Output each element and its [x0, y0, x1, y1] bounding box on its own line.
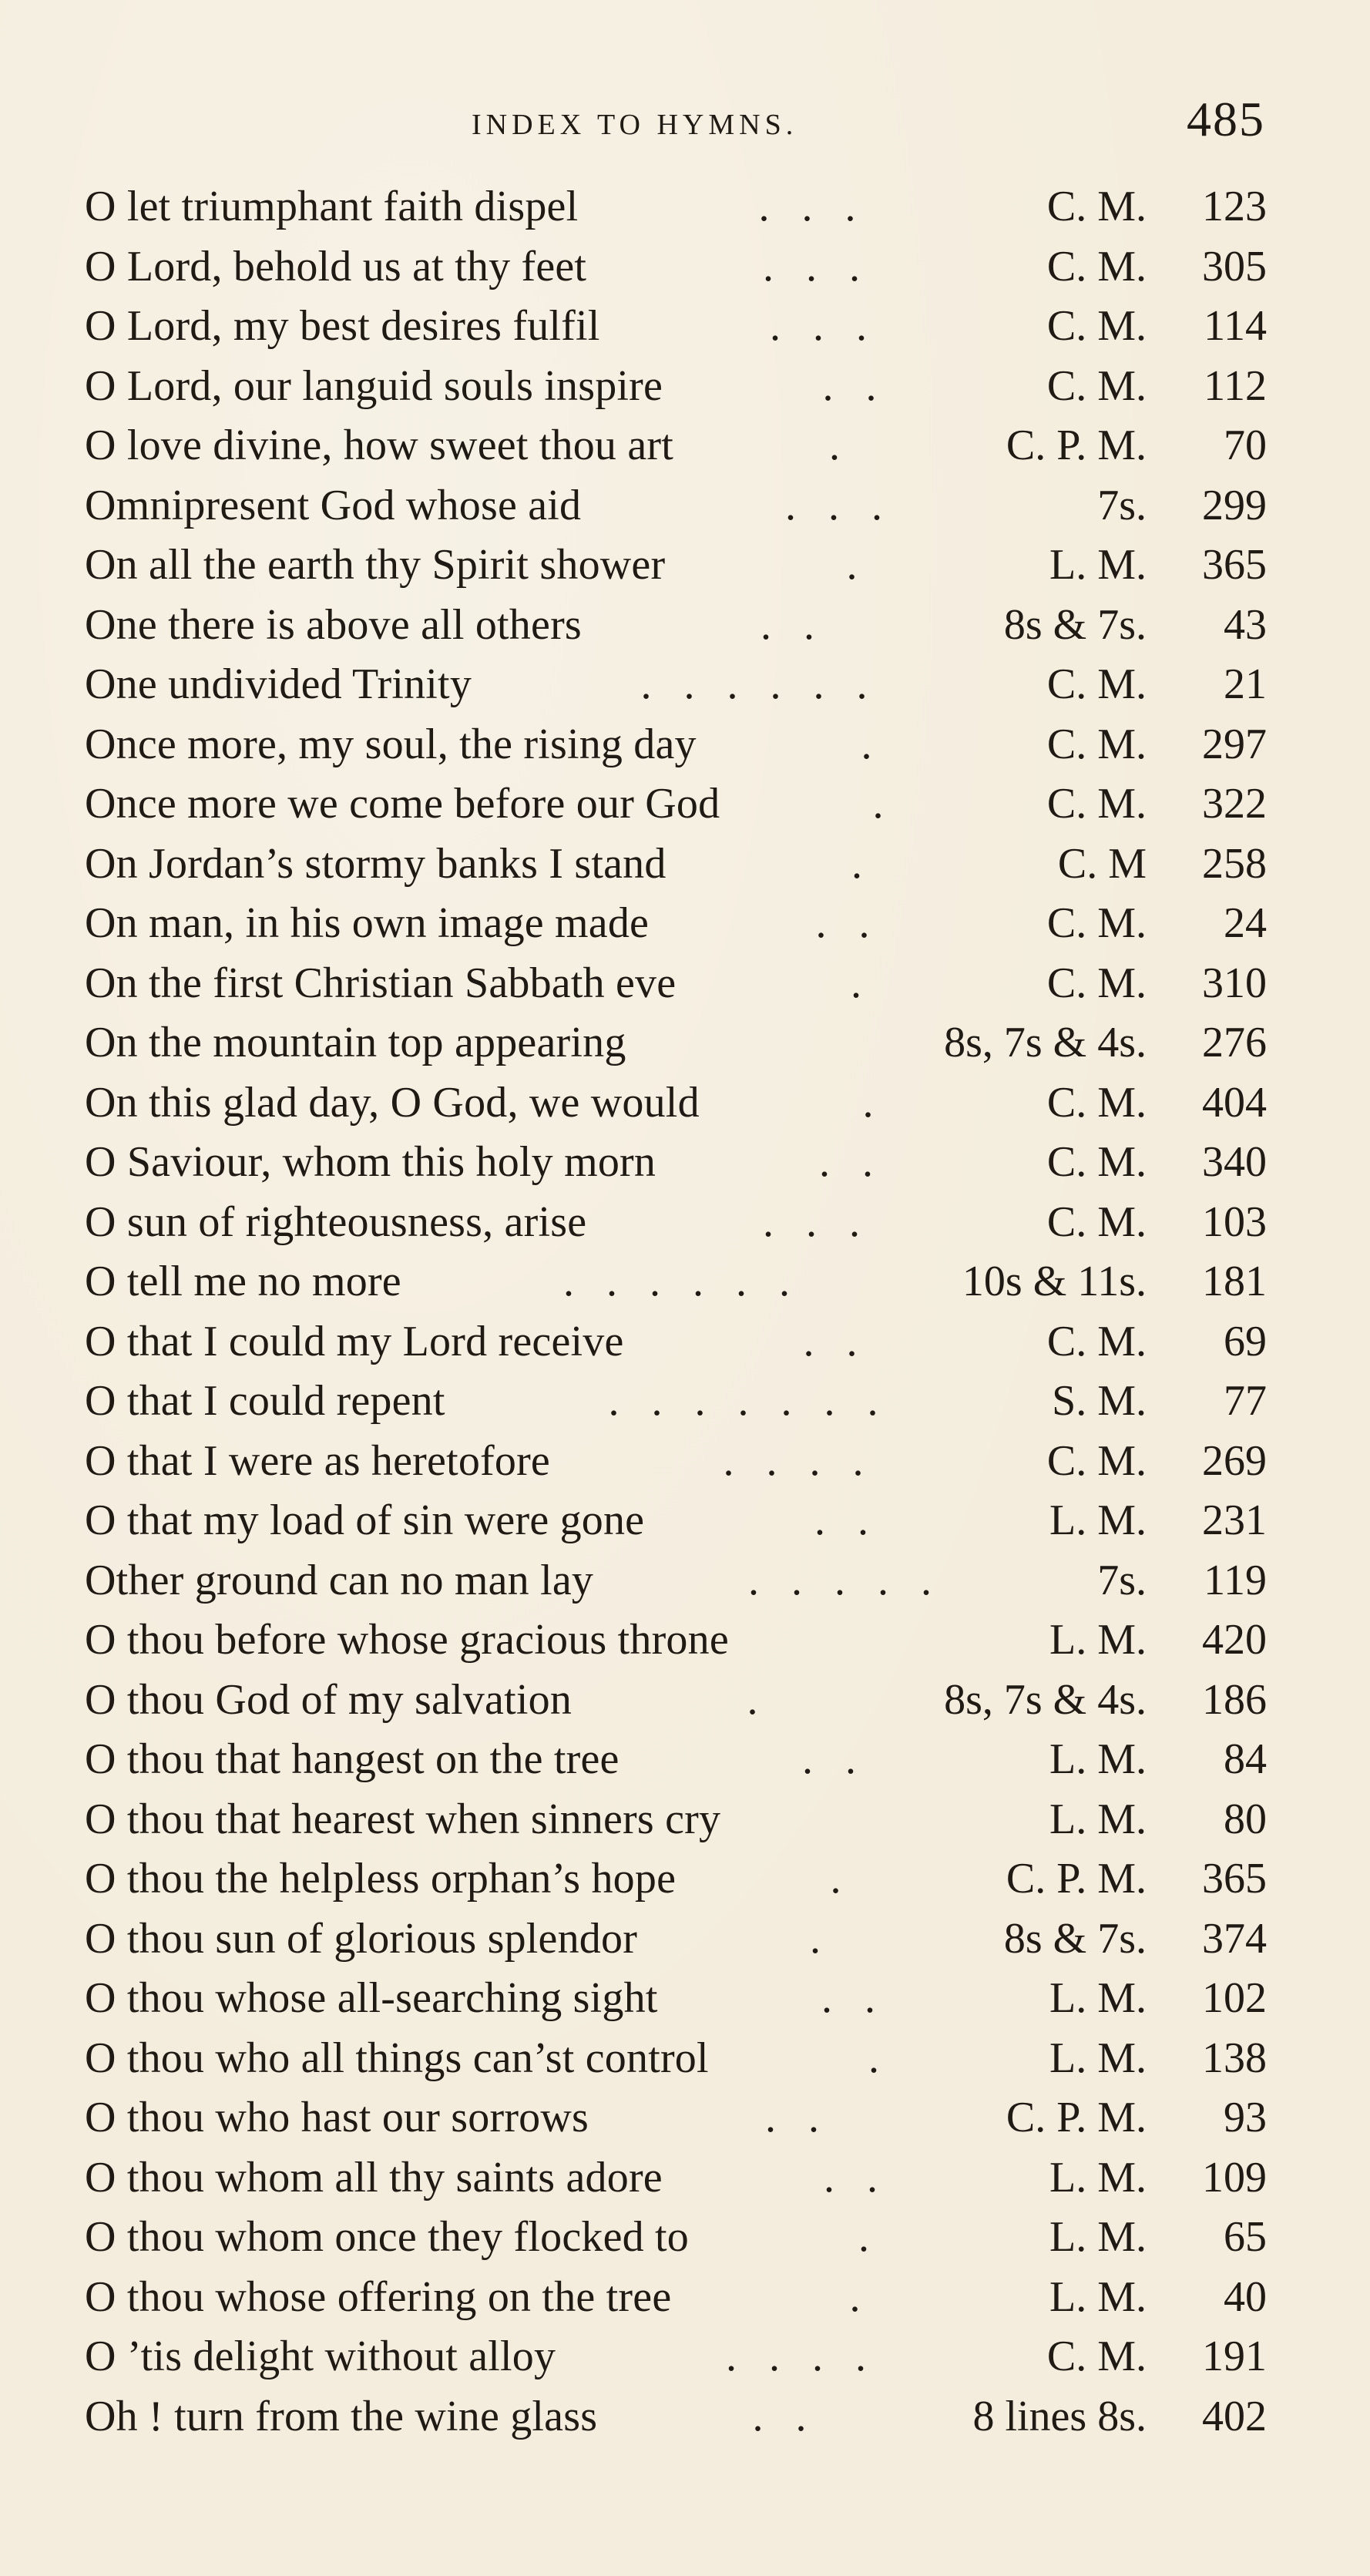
hymn-number: 109 [1202, 2153, 1267, 2202]
hymn-number: 77 [1224, 1377, 1267, 1425]
index-entry [0, 653, 1370, 714]
leader-dots: . . . [770, 302, 878, 350]
leader-dots: . . [821, 1974, 886, 2022]
hymn-number: 365 [1202, 1855, 1267, 1903]
index-entry [0, 1370, 1370, 1430]
index-entry [0, 355, 1370, 415]
hymn-first-line: O ’tis delight without alloy [85, 2333, 556, 2380]
hymn-first-line: O thou whom once they flocked to [85, 2213, 690, 2261]
hymn-number: 420 [1202, 1616, 1267, 1664]
index-entry [0, 1728, 1370, 1788]
hymn-first-line: On the mountain top appearing [85, 1019, 626, 1066]
hymn-first-line: On this glad day, O God, we would [85, 1078, 700, 1127]
leader-dots: . . . [763, 1197, 871, 1246]
hymn-meter: C. P. M. [1006, 2094, 1147, 2141]
index-entry [0, 773, 1370, 833]
leader-dots: . . . . . [748, 1556, 942, 1604]
index-entry [0, 534, 1370, 594]
hymn-number: 40 [1224, 2272, 1267, 2321]
hymn-first-line: O that I were as heretofore [85, 1436, 550, 1485]
hymn-meter: C. M. [1046, 959, 1147, 1007]
hymn-meter: C. M. [1046, 302, 1147, 350]
hymn-meter: C. M. [1046, 1078, 1147, 1127]
hymn-meter: L. M. [1049, 2153, 1147, 2202]
hymn-meter: 8 lines 8s. [972, 2392, 1147, 2440]
hymn-first-line: O thou who all things can’st control [85, 2034, 709, 2082]
hymn-number: 43 [1224, 600, 1267, 649]
leader-dots: . . . [758, 183, 867, 230]
index-entry [0, 1788, 1370, 1849]
hymn-first-line: O thou who hast our sorrows [85, 2094, 589, 2141]
index-entry [0, 952, 1370, 1013]
hymn-meter: L. M. [1049, 1616, 1147, 1664]
leader-dots: . [872, 780, 895, 828]
index-entry [0, 1251, 1370, 1311]
hymn-meter: S. M. [1052, 1377, 1147, 1425]
hymn-first-line: On all the earth thy Spirit shower [85, 541, 666, 589]
hymn-number: 138 [1202, 2034, 1267, 2082]
index-entry [0, 2326, 1370, 2386]
leader-dots: . [810, 1914, 831, 1963]
leader-dots: . [846, 541, 868, 589]
hymn-number: 258 [1202, 839, 1267, 888]
hymn-meter: 8s, 7s & 4s. [944, 1675, 1147, 1724]
hymn-first-line: Omnipresent God whose aid [85, 481, 582, 529]
index-entry [0, 2087, 1370, 2147]
hymn-number: 297 [1202, 720, 1267, 768]
leader-dots: . [747, 1675, 769, 1724]
hymn-number: 340 [1202, 1138, 1267, 1186]
hymn-number: 119 [1204, 1556, 1267, 1604]
hymn-number: 24 [1224, 899, 1267, 947]
leader-dots: . [862, 1078, 885, 1127]
hymn-meter: C. M. [1046, 2333, 1147, 2380]
hymn-number: 305 [1202, 242, 1267, 291]
hymn-meter: L. M. [1049, 1496, 1147, 1544]
hymn-meter: C. M. [1046, 1138, 1147, 1186]
hymn-first-line: Other ground can no man lay [85, 1556, 594, 1604]
hymn-meter: 10s & 11s. [962, 1258, 1147, 1305]
leader-dots: . . [765, 2094, 830, 2141]
hymn-meter: C. M. [1046, 1197, 1147, 1246]
hymn-number: 123 [1202, 183, 1267, 230]
hymn-first-line: Once more, my soul, the rising day [85, 720, 697, 768]
leader-dots: . . . . . . . [608, 1377, 889, 1425]
hymn-meter: C. M. [1046, 242, 1147, 291]
index-entry [0, 475, 1370, 535]
running-head: INDEX TO HYMNS. [472, 109, 798, 141]
hymn-first-line: O thou God of my salvation [85, 1675, 573, 1724]
hymn-first-line: O Lord, my best desires fulfil [85, 302, 600, 350]
hymn-meter: 8s & 7s. [1003, 600, 1147, 649]
page-number: 485 [1187, 92, 1265, 146]
hymn-meter: 7s. [1097, 481, 1147, 529]
index-entry [0, 2386, 1370, 2446]
leader-dots: . . [802, 1735, 867, 1783]
hymn-first-line: One there is above all others [85, 600, 582, 649]
hymn-number: 402 [1202, 2392, 1267, 2440]
hymn-number: 310 [1202, 959, 1267, 1007]
leader-dots: . [851, 959, 872, 1007]
hymn-number: 365 [1202, 541, 1267, 589]
leader-dots: . . [824, 2153, 888, 2202]
hymn-first-line: O thou sun of glorious splendor [85, 1914, 638, 1963]
hymn-first-line: O that my load of sin were gone [85, 1496, 645, 1544]
hymn-meter: C. M. [1046, 361, 1147, 410]
index-entry [0, 1012, 1370, 1072]
hymn-number: 69 [1224, 1317, 1267, 1365]
leader-dots: . [851, 839, 873, 888]
hymn-first-line: Once more we come before our God [85, 780, 720, 828]
index-entry [0, 1967, 1370, 2027]
leader-dots: . . . . [723, 1436, 875, 1485]
leader-dots: . [830, 1855, 852, 1903]
hymn-first-line: O thou that hearest when sinners cry [85, 1795, 721, 1843]
hymn-number: 374 [1202, 1914, 1267, 1963]
index-entry [0, 1191, 1370, 1251]
index-entry [0, 2266, 1370, 2326]
hymn-meter: L. M. [1049, 2272, 1147, 2321]
hymn-number: 84 [1224, 1735, 1267, 1783]
hymn-number: 114 [1204, 302, 1267, 350]
hymn-meter: L. M. [1049, 1795, 1147, 1843]
index-entry [0, 295, 1370, 355]
hymn-first-line: O thou the helpless orphan’s hope [85, 1855, 677, 1903]
hymn-first-line: O thou whose all-searching sight [85, 1974, 658, 2022]
hymn-first-line: O love divine, how sweet thou art [85, 421, 673, 469]
leader-dots: . [861, 720, 883, 768]
hymn-meter: C. M. [1046, 780, 1147, 828]
leader-dots: . . [814, 1496, 879, 1544]
hymn-meter: C. M [1057, 839, 1147, 888]
leader-dots: . . [815, 899, 881, 947]
leader-dots: . . . [763, 242, 871, 291]
hymn-first-line: O Saviour, whom this holy morn [85, 1138, 656, 1186]
index-entry [0, 236, 1370, 296]
hymn-index-list [0, 176, 1370, 2445]
index-entry [0, 1430, 1370, 1490]
hymn-number: 65 [1224, 2213, 1267, 2261]
hymn-meter: L. M. [1049, 1974, 1147, 2022]
leader-dots: . . [803, 1317, 868, 1365]
hymn-meter: 7s. [1097, 1556, 1147, 1604]
hymn-first-line: O let triumphant faith dispel [85, 183, 579, 230]
leader-dots: . . [819, 1138, 884, 1186]
index-entry [0, 2206, 1370, 2266]
hymn-first-line: On the first Christian Sabbath eve [85, 959, 677, 1007]
index-entry [0, 892, 1370, 952]
index-entry [0, 415, 1370, 475]
hymn-first-line: Oh ! turn from the wine glass [85, 2392, 598, 2440]
index-entry [0, 1072, 1370, 1132]
hymn-first-line: On man, in his own image made [85, 899, 650, 947]
hymn-number: 269 [1202, 1436, 1267, 1485]
hymn-number: 181 [1202, 1258, 1267, 1305]
hymn-first-line: O Lord, behold us at thy feet [85, 242, 587, 291]
index-entry [0, 1669, 1370, 1729]
hymn-meter: C. M. [1046, 1317, 1147, 1365]
index-entry [0, 1908, 1370, 1968]
hymn-meter: C. M. [1046, 1436, 1147, 1485]
leader-dots: . . . . [726, 2333, 877, 2380]
hymn-meter: L. M. [1049, 2034, 1147, 2082]
leader-dots: . [858, 2213, 880, 2261]
hymn-first-line: O Lord, our languid souls inspire [85, 361, 663, 410]
hymn-number: 186 [1202, 1675, 1267, 1724]
index-entry [0, 2147, 1370, 2207]
hymn-number: 322 [1202, 780, 1267, 828]
leader-dots: . . [822, 361, 888, 410]
hymn-number: 231 [1202, 1496, 1267, 1544]
hymn-number: 299 [1202, 481, 1267, 529]
hymn-number: 276 [1202, 1019, 1267, 1066]
hymn-first-line: O thou whom all thy saints adore [85, 2153, 663, 2202]
hymn-number: 112 [1204, 361, 1267, 410]
hymn-number: 103 [1202, 1197, 1267, 1246]
leader-dots: . [868, 2034, 890, 2082]
hymn-number: 21 [1224, 660, 1267, 708]
hymn-meter: L. M. [1049, 541, 1147, 589]
hymn-number: 93 [1224, 2094, 1267, 2141]
hymn-first-line: O tell me no more [85, 1258, 401, 1305]
hymn-meter: 8s, 7s & 4s. [944, 1019, 1147, 1066]
index-entry [0, 176, 1370, 236]
leader-dots: . . [761, 600, 825, 649]
hymn-number: 70 [1224, 421, 1267, 469]
index-entry [0, 1311, 1370, 1371]
hymn-first-line: O sun of righteousness, arise [85, 1197, 587, 1246]
index-entry [0, 833, 1370, 893]
hymn-first-line: O thou that hangest on the tree [85, 1735, 620, 1783]
index-entry [0, 714, 1370, 774]
hymn-first-line: On Jordan’s stormy banks I stand [85, 839, 667, 888]
leader-dots: . . . [785, 481, 893, 529]
hymn-number: 191 [1202, 2333, 1267, 2380]
hymn-meter: C. M. [1046, 183, 1147, 230]
hymn-number: 102 [1202, 1974, 1267, 2022]
index-entry [0, 594, 1370, 654]
index-entry [0, 1131, 1370, 1191]
index-entry [0, 1550, 1370, 1610]
hymn-meter: C. M. [1046, 899, 1147, 947]
hymn-number: 404 [1202, 1078, 1267, 1127]
index-entry [0, 1490, 1370, 1550]
hymn-meter: C. P. M. [1006, 1855, 1147, 1903]
hymn-first-line: O thou before whose gracious throne [85, 1616, 729, 1664]
index-entry [0, 2027, 1370, 2087]
leader-dots: . . . . . . [563, 1258, 801, 1305]
leader-dots: . . [752, 2392, 818, 2440]
hymn-first-line: O that I could my Lord receive [85, 1317, 624, 1365]
leader-dots: . . . . . . [640, 660, 878, 708]
hymn-first-line: O thou whose offering on the tree [85, 2272, 672, 2321]
hymn-meter: C. P. M. [1006, 421, 1147, 469]
hymn-meter: C. M. [1046, 720, 1147, 768]
index-entry [0, 1848, 1370, 1908]
hymn-meter: 8s & 7s. [1003, 1914, 1147, 1963]
hymn-first-line: One undivided Trinity [85, 660, 472, 708]
page-header [0, 91, 1370, 160]
hymn-meter: C. M. [1046, 660, 1147, 708]
hymn-meter: L. M. [1049, 1735, 1147, 1783]
hymn-meter: L. M. [1049, 2213, 1147, 2261]
leader-dots: . [849, 2272, 871, 2321]
leader-dots: . [829, 421, 851, 469]
hymn-first-line: O that I could repent [85, 1377, 445, 1425]
index-entry [0, 1609, 1370, 1669]
hymn-number: 80 [1224, 1795, 1267, 1843]
